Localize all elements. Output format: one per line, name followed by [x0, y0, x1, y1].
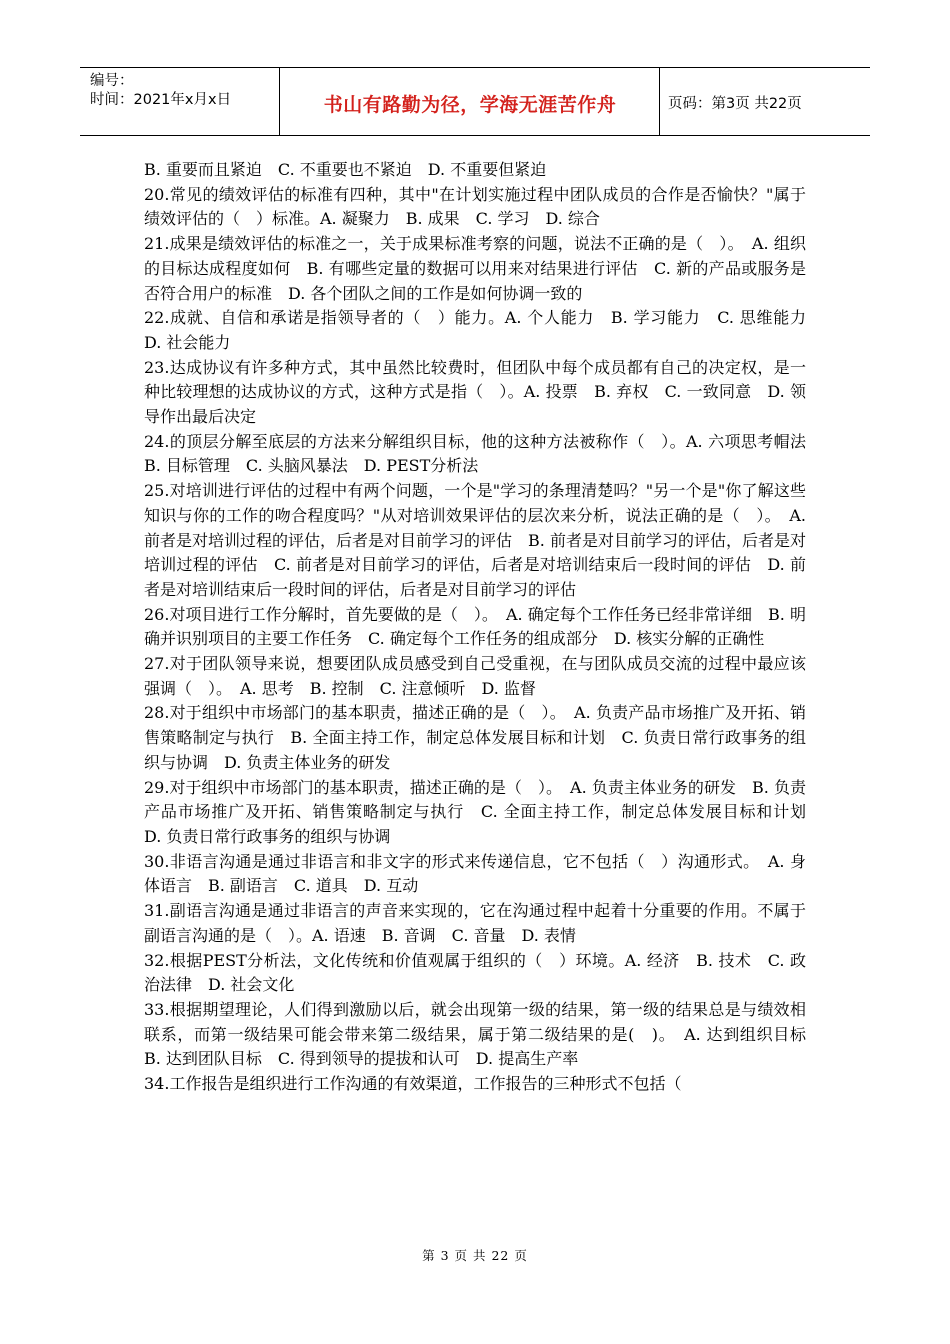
- header-page-info: 页码：第3页 共22页: [668, 96, 802, 112]
- question-28: 28.对于组织中市场部门的基本职责，描述正确的是（ ）。 A. 负责产品市场推广及开拓、销售策略制定与执行 B. 全面主持工作，制定总体发展目标和计划 C. 负责日常行政事务的组织与协调 D. 负责主体业务的研发: [144, 703, 806, 772]
- question-31: 31.副语言沟通是通过非语言的声音来实现的，它在沟通过程中起着十分重要的作用。不属于副语言沟通的是（ ）。A. 语速 B. 音调 C. 音量 D. 表情: [144, 901, 806, 945]
- question-27: 27.对于团队领导来说，想要团队成员感受到自己受重视，在与团队成员交流的过程中最应该强调（ ）。 A. 思考 B. 控制 C. 注意倾听 D. 监督: [144, 654, 806, 698]
- header-bottom-rule: [80, 135, 870, 136]
- question-26: 26.对项目进行工作分解时，首先要做的是（ ）。 A. 确定每个工作任务已经非常详细 B. 明确并识别项目的主要工作任务 C. 确定每个工作任务的组成部分 D. 核实分解的正确性: [144, 604, 806, 649]
- question-24: 24.的顶层分解至底层的方法来分解组织目标，他的这种方法被称作（ ）。A. 六项思考帽法 B. 目标管理 C. 头脑风暴法 D. PEST分析法: [144, 431, 823, 476]
- document-body: [144, 158, 823, 1097]
- header-date-label: 时间：2021年x月x日: [90, 92, 232, 108]
- question-30: 30.非语言沟通是通过非语言和非文字的形式来传递信息，它不包括（ ）沟通形式。 A. 身体语言 B. 副语言 C. 道具 D. 互动: [144, 851, 806, 896]
- footer-page-number: 第 3 页 共 22 页: [422, 1248, 528, 1263]
- question-29: 29.对于组织中市场部门的基本职责，描述正确的是（ ）。 A. 负责主体业务的研发 B. 负责产品市场推广及开拓、销售策略制定与执行 C. 全面主持工作，制定总体发展目标和计划 D. 负责日常行政事务的组织与协调: [144, 777, 823, 846]
- question-20: 20.常见的绩效评估的标准有四种，其中"在计划实施过程中团队成员的合作是否愉快？"属于绩效评估的（ ）标准。A. 凝聚力 B. 成果 C. 学习 D. 综合: [144, 184, 806, 229]
- question-22: 22.成就、自信和承诺是指领导者的（ ）能力。A. 个人能力 B. 学习能力 C. 思维能力 D. 社会能力: [144, 308, 823, 352]
- header-motto: 书山有路勤为径，学海无涯苦作舟: [323, 94, 617, 116]
- header-number-label: 编号：: [90, 73, 134, 89]
- question-line: B. 重要而且紧迫 C. 不重要也不紧迫 D. 不重要但紧迫: [144, 160, 547, 179]
- question-32: 32.根据PEST分析法，文化传统和价值观属于组织的（ ）环境。A. 经济 B. 技术 C. 政治法律 D. 社会文化: [144, 950, 806, 995]
- question-34: 34.工作报告是组织进行工作沟通的有效渠道，工作报告的三种形式不包括（: [144, 1074, 682, 1094]
- question-25: 25.对培训进行评估的过程中有两个问题，一个是"学习的条理清楚吗？"另一个是"你了解这些知识与你的工作的吻合程度吗？"从对培训效果评估的层次来分析，说法正确的是（ ）。 A. 前者是对培训过程的评估，后者是对目前学习的评估 B. 前者是对目前学习的评估，后者是对培训过程的评估 C. 前者是对目前学习的评估，后者是对培训结束后一段时间的评估 D. 前者是对培训结束后一段时间的评估，后者是对目前学习的评估: [144, 481, 806, 599]
- header-meta: [90, 72, 231, 110]
- header-top-rule: [80, 67, 870, 68]
- question-21: 21.成果是绩效评估的标准之一，关于成果标准考察的问题，说法不正确的是（ ）。 A. 组织的目标达成程度如何 B. 有哪些定量的数据可以用来对结果进行评估 C. 新的产品或服务是否符合用户的标准 D. 各个团队之间的工作是如何协调一致的: [144, 234, 806, 303]
- question-33: 33.根据期望理论，人们得到激励以后，就会出现第一级的结果，第一级的结果总是与绩效相联系，而第一级结果可能会带来第二级结果，属于第二级结果的是( )。 A. 达到组织目标 B. 达到团队目标 C. 得到领导的提拔和认可 D. 提高生产率: [144, 999, 823, 1069]
- question-23: 23.达成协议有许多种方式，其中虽然比较费时，但团队中每个成员都有自己的决定权，是一种比较理想的达成协议的方式，这种方式是指（ ）。A. 投票 B. 弃权 C. 一致同意 D. 领导作出最后决定: [144, 357, 806, 427]
